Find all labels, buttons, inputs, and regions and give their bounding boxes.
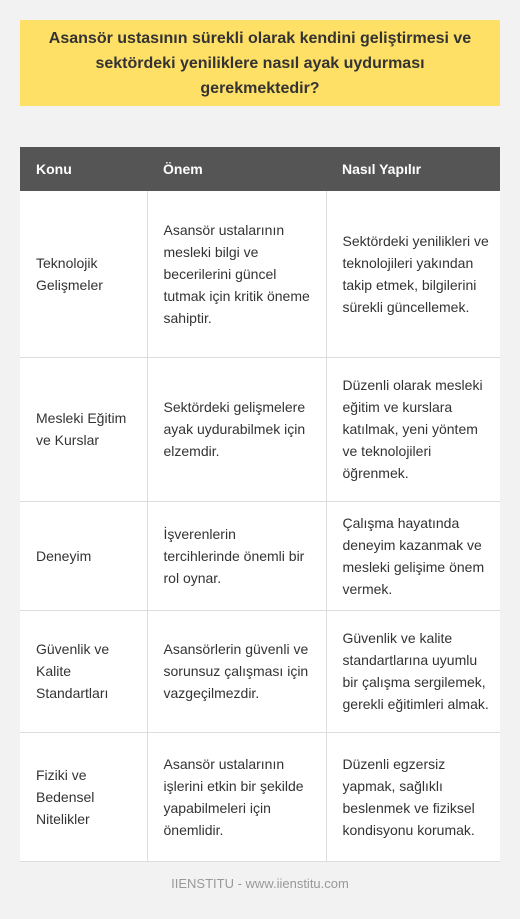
table-cell: Mesleki Eğitim ve Kurslar — [20, 357, 147, 501]
header-nasil-yapilir: Nasıl Yapılır — [326, 147, 500, 191]
page-title: Asansör ustasının sürekli olarak kendini geliştirmesi ve sektördeki yeniliklere nasıl ayak uydurması gerekmektedir? — [48, 29, 472, 97]
table-cell: Güvenlik ve kalite standartlarına uyumlu bir çalışma sergilemek, gerekli eğitimleri almak. — [326, 610, 500, 732]
table-cell: Çalışma hayatında deneyim kazanmak ve mesleki gelişime önem vermek. — [326, 501, 500, 610]
table-row — [20, 732, 500, 861]
table-cell: Teknolojik Gelişmeler — [20, 191, 147, 357]
table-cell: Asansör ustalarının işlerini etkin bir şekilde yapabilmeleri için önemlidir. — [147, 732, 326, 861]
table-cell: Deneyim — [20, 501, 147, 610]
header-konu: Konu — [20, 147, 147, 191]
header-onem: Önem — [147, 147, 326, 191]
table-row — [20, 501, 500, 610]
title-banner — [20, 20, 500, 106]
info-table — [20, 147, 500, 862]
table-cell: İşverenlerin tercihlerinde önemli bir rol oynar. — [147, 501, 326, 610]
table-cell: Sektördeki yenilikleri ve teknolojileri yakından takip etmek, bilgilerini sürekli güncellemek. — [326, 191, 500, 357]
table-cell: Asansör ustalarının mesleki bilgi ve becerilerini güncel tutmak için kritik öneme sahiptir. — [147, 191, 326, 357]
table-cell: Güvenlik ve Kalite Standartları — [20, 610, 147, 732]
table-cell: Fiziki ve Bedensel Nitelikler — [20, 732, 147, 861]
table-cell: Sektördeki gelişmelere ayak uydurabilmek için elzemdir. — [147, 357, 326, 501]
table-header-row — [20, 147, 500, 191]
table-cell: Düzenli egzersiz yapmak, sağlıklı beslenmek ve fiziksel kondisyonu korumak. — [326, 732, 500, 861]
table-row — [20, 357, 500, 501]
table-row — [20, 610, 500, 732]
table-cell: Düzenli olarak mesleki eğitim ve kurslara katılmak, yeni yöntem ve teknolojileri öğrenmek. — [326, 357, 500, 501]
table-cell: Asansörlerin güvenli ve sorunsuz çalışması için vazgeçilmezdir. — [147, 610, 326, 732]
footer-credit: IIENSTITU - www.iienstitu.com — [171, 876, 349, 891]
table-row — [20, 191, 500, 357]
